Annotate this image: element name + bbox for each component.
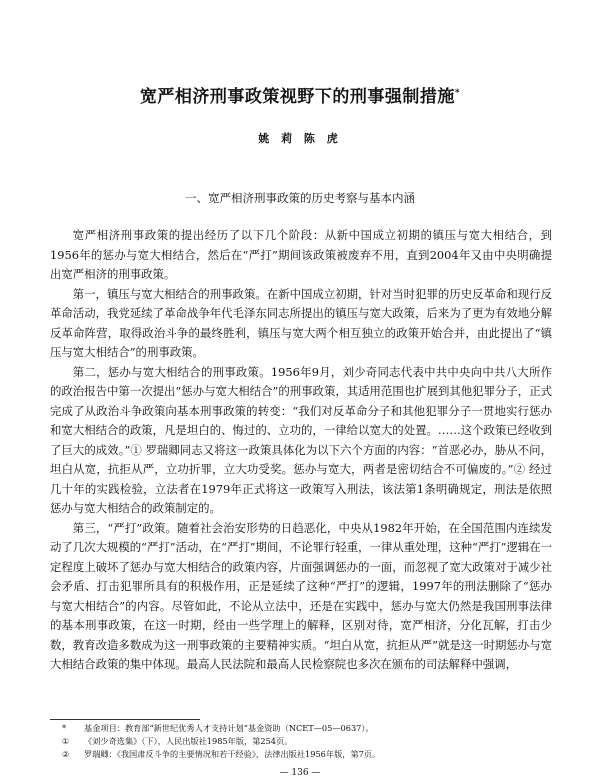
- paper-title: [0, 82, 600, 107]
- footnote-text: 《刘少奇选集》（下），人民出版社1985年版，第254页。: [84, 736, 293, 746]
- body-text: [50, 226, 552, 675]
- footnote-text: 基金项目：教育部“新世纪优秀人才支持计划”基金资助（NCET—05—0637）。: [84, 723, 374, 733]
- paragraph: 第二，惩办与宽大相结合的刑事政策。1956年9月，刘少奇同志代表中共中央向中共八大所作的政治报告中第一次提出“惩办与宽大相结合”的刑事政策，其适用范围也扩展到其他犯罪分子，正式完成了从政治斗争政策向基本刑事政策的转变：“我们对反革命分子和其他犯罪分子一贯地实行惩办和宽大相结合的政策，凡是坦白的、悔过的、立功的，一律给以宽大的处置。……这个政策已经收到了巨大的成效。”① 罗瑞卿同志又将这一政策具体化为以下六个方面的内容：“首恶必办，胁从不问，坦白从宽，抗拒从严，立功折罪，立大功受奖。惩办与宽大，两者是密切结合不可偏废的。”② 经过几十年的实践检验，立法者在1979年正式将这一政策写入刑法，该法第1条明确规定，刑法是依照惩办与宽大相结合的政策制定的。: [50, 364, 552, 515]
- footnote: [62, 722, 542, 735]
- footnote: [62, 748, 542, 761]
- footnote-text: 罗瑞卿：《我国肃反斗争的主要情况和若干经验》，法律出版社1956年版，第7页。: [84, 749, 381, 759]
- footnotes: [62, 722, 542, 761]
- footnote-mark: *: [62, 723, 67, 733]
- footnote-mark: ①: [62, 736, 70, 746]
- footnote-mark: ②: [62, 749, 70, 759]
- author-line: 姚 莉 陈 虎: [258, 132, 342, 145]
- footnote: [62, 735, 542, 748]
- title-footnote-mark: *: [454, 88, 461, 99]
- paper-title-text: 宽严相济刑事政策视野下的刑事强制措施: [139, 87, 455, 107]
- footnote-divider: [50, 719, 200, 720]
- section-heading: 一、宽严相济刑事政策的历史考察与基本内涵: [185, 191, 415, 205]
- paragraph: 第一，镇压与宽大相结合的刑事政策。在新中国成立初期，针对当时犯罪的历史反革命和现行反革命活动，我党延续了革命战争年代毛泽东同志所提出的镇压与宽大政策，后来为了更为有效地分解反革命阵营，取得政治斗争的最终胜利，镇压与宽大两个相互独立的政策开始合并，由此提出了“镇压与宽大相结合”的刑事政策。: [50, 286, 552, 359]
- paragraph: 第三，“严打”政策。随着社会治安形势的日趋恶化，中央从1982年开始，在全国范围内连续发动了几次大规模的“严打”活动，在“严打”期间，不论罪行轻重，一律从重处理，这种“严打”逻辑在一定程度上破坏了惩办与宽大相结合的政策内容，片面强调惩办的一面，而忽视了宽大政策对于减少社会矛盾、打击犯罪所具有的积极作用，正是延续了这种“严打”的逻辑，1997年的刑法删除了“惩办与宽大相结合”的内容。尽管如此，不论从立法中，还是在实践中，惩办与宽大仍然是我国刑事法律的基本刑事政策，在这一时期，经由一些学理上的解释，区别对待，宽严相济，分化瓦解，打击少数，教育改造多数成为这一刑事政策的主要精神实质。“坦白从宽，抗拒从严”就是这一时期惩办与宽大相结合政策的集中体现。最高人民法院和最高人民检察院也多次在颁布的司法解释中强调，: [50, 520, 552, 671]
- paragraph: 宽严相济刑事政策的提出经历了以下几个阶段：从新中国成立初期的镇压与宽大相结合，到1956年的惩办与宽大相结合，然后在“严打”期间该政策被废弃不用，直到2004年又由中央明确提出宽严相济的刑事政策。: [50, 228, 552, 281]
- page-number: — 136 —: [279, 768, 321, 778]
